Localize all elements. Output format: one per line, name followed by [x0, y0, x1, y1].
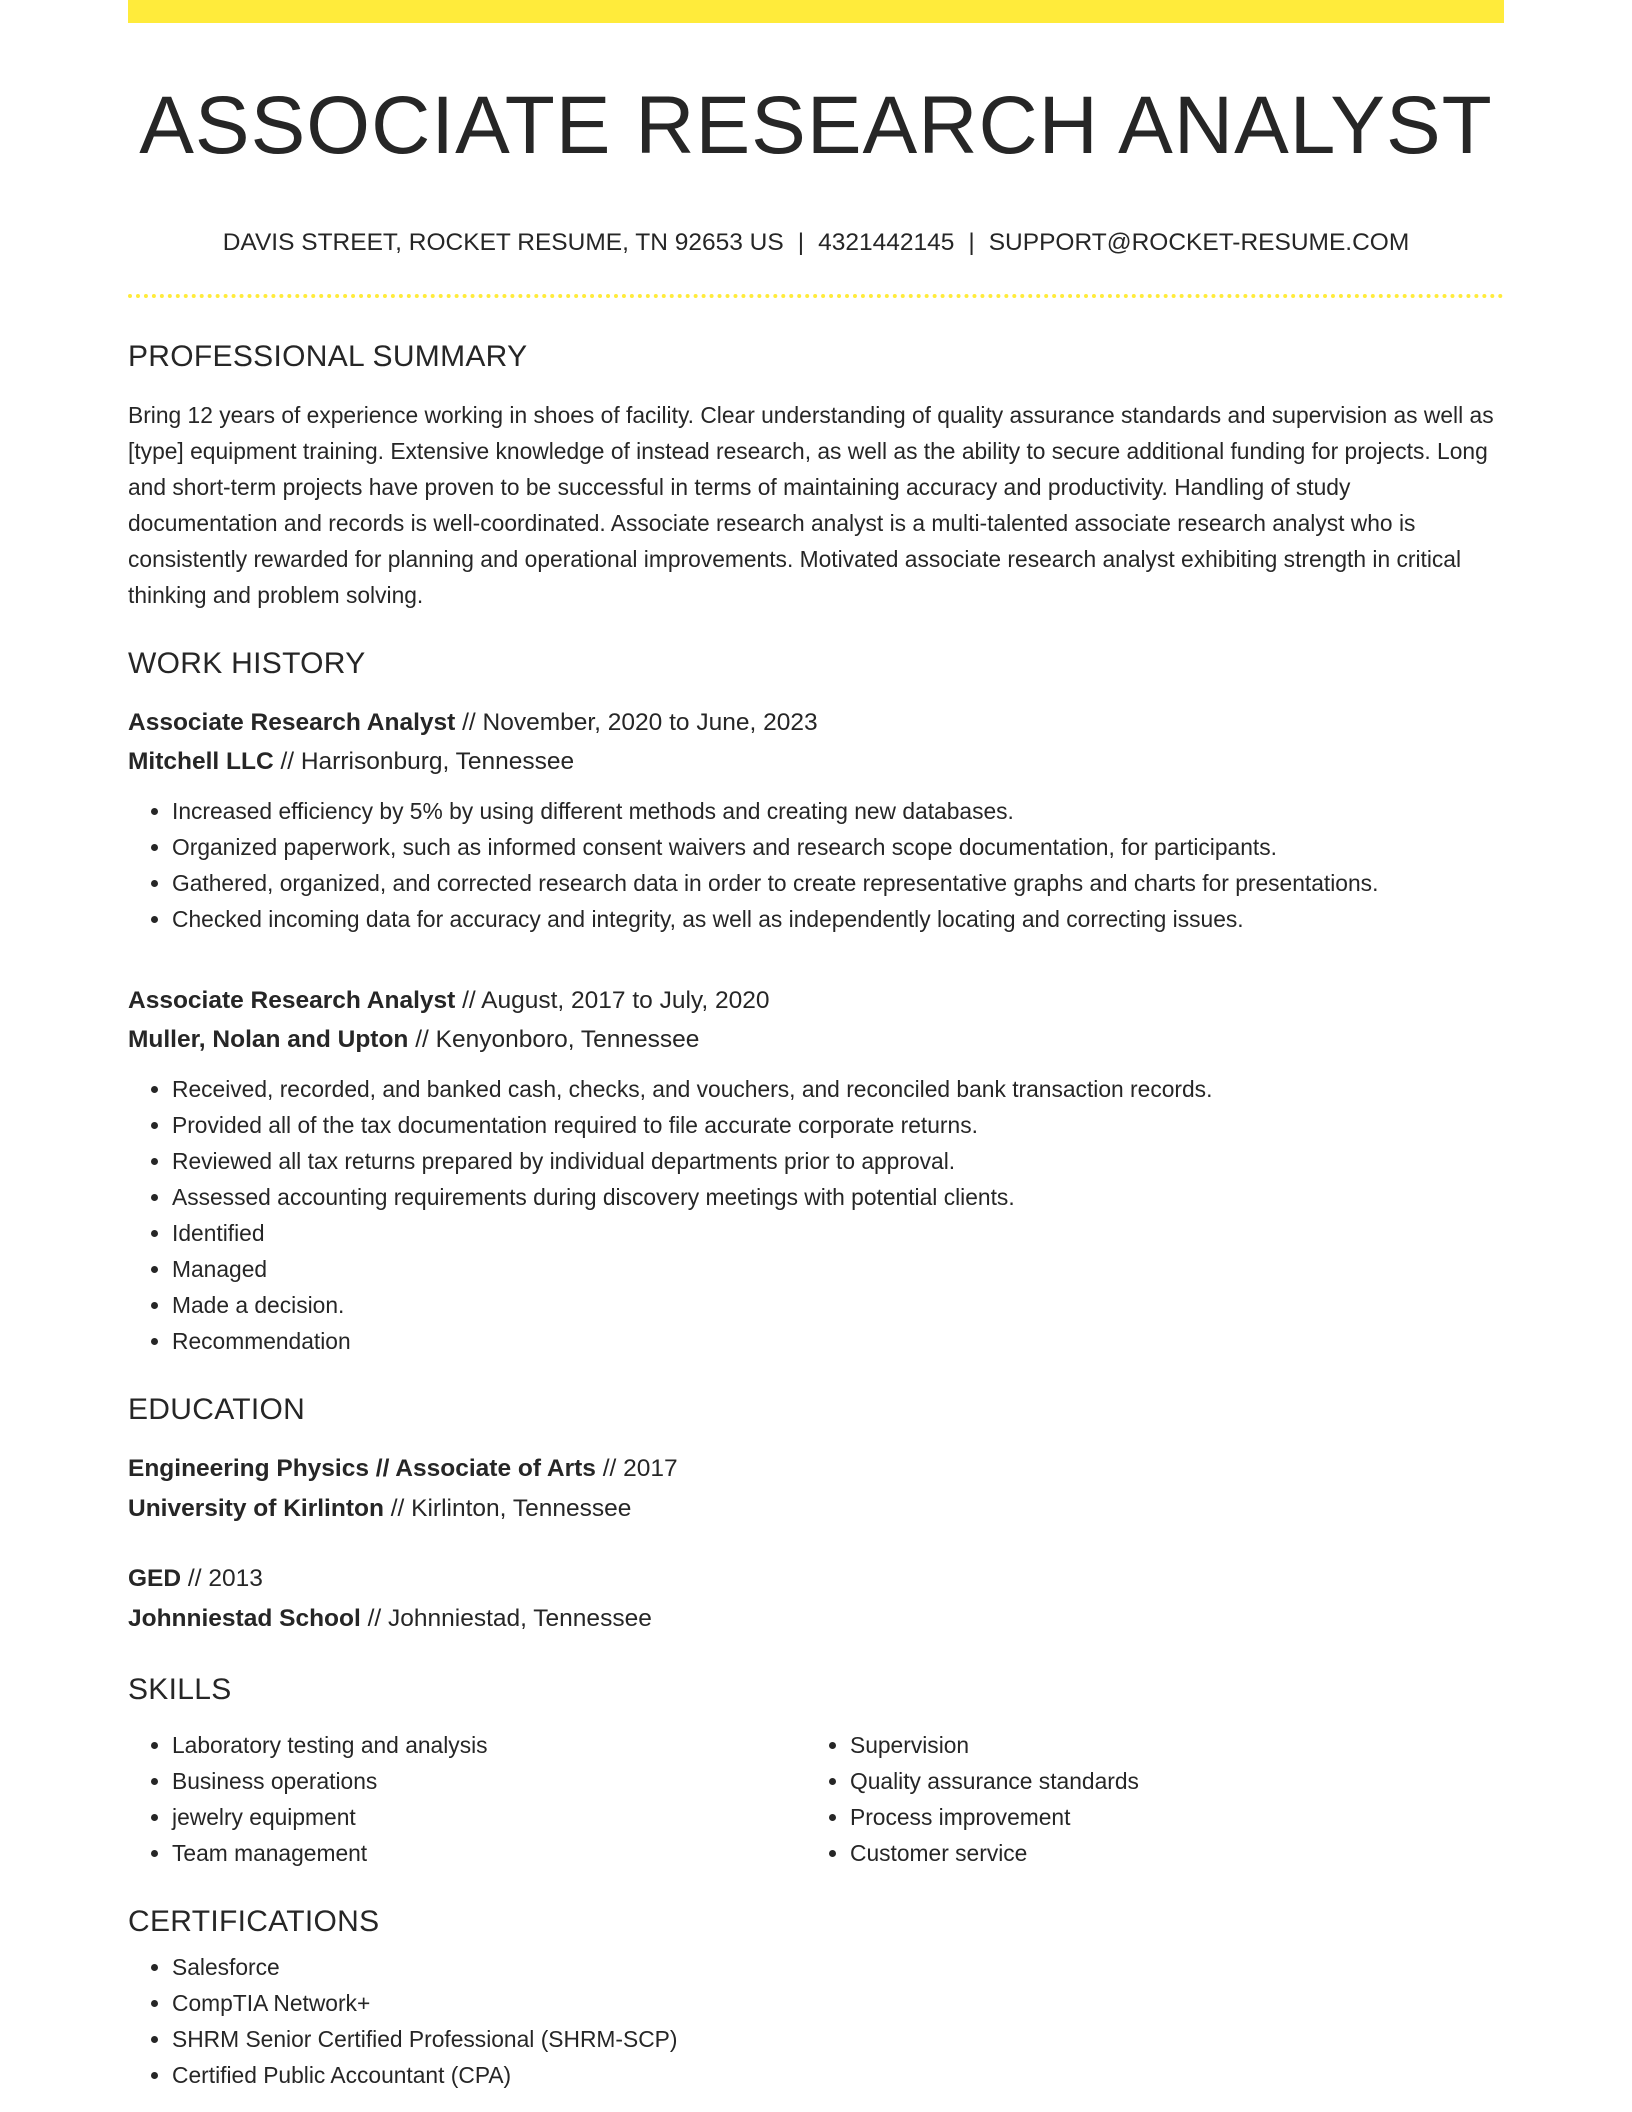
skill-item: • Business operations	[172, 1763, 806, 1799]
list-item: • Checked incoming data for accuracy and integrity, as well as independently locating and correcting issues.	[172, 901, 1504, 937]
education-school: University of Kirlinton	[128, 1494, 384, 1522]
job-role: Associate Research Analyst	[128, 986, 456, 1014]
list-item: • Provided all of the tax documentation required to file accurate corporate returns.	[172, 1107, 1504, 1143]
certification-item: • SHRM Senior Certified Professional (SHRM-SCP)	[172, 2021, 1504, 2057]
skill-item: • Customer service	[850, 1835, 1484, 1871]
education-entry	[128, 1559, 1504, 1639]
list-item: • Organized paperwork, such as informed consent waivers and research scope documentation, for participants.	[172, 829, 1504, 865]
education-school-line	[128, 1489, 1504, 1529]
education-degree: Engineering Physics // Associate of Arts	[128, 1454, 596, 1482]
education-location: // Kirlinton, Tennessee	[383, 1494, 632, 1522]
job-location: // Kenyonboro, Tennessee	[408, 1025, 700, 1053]
section-title-education: EDUCATION	[128, 1392, 306, 1426]
education-year: // 2017	[595, 1454, 678, 1482]
job-bullets	[128, 1071, 1504, 1359]
list-item: • Received, recorded, and banked cash, checks, and vouchers, and reconciled bank transaction records.	[172, 1071, 1504, 1107]
certifications-list	[128, 1949, 1504, 2093]
skill-item: • Team management	[172, 1835, 806, 1871]
section-title-work-history: WORK HISTORY	[128, 646, 366, 680]
job-dates: // November, 2020 to June, 2023	[455, 708, 818, 736]
skills-grid	[128, 1727, 1504, 1871]
job-entry	[128, 703, 1504, 937]
education-entry	[128, 1449, 1504, 1529]
skill-item: • Process improvement	[850, 1799, 1484, 1835]
certification-item: • Certified Public Accountant (CPA)	[172, 2057, 1504, 2093]
accent-top-bar	[128, 0, 1504, 23]
skill-item: • Laboratory testing and analysis	[172, 1727, 806, 1763]
section-title-summary: PROFESSIONAL SUMMARY	[128, 339, 528, 373]
job-dates: // August, 2017 to July, 2020	[455, 986, 770, 1014]
contact-separator: |	[968, 229, 975, 256]
dotted-divider	[128, 294, 1504, 298]
job-role-line	[128, 981, 1504, 1020]
job-company: Mitchell LLC	[128, 747, 274, 775]
summary-text: Bring 12 years of experience working in shoes of facility. Clear understanding of quality assurance standards and supervision as well as [type] equipment training. Extensive knowledge of instead research, as well as the ability to secure additional funding for projects. Long and short-term projects have proven to be successful in terms of maintaining accuracy and productivity. Handling of study documentation and records is well-coordinated. Associate research analyst is a multi-talented associate research analyst who is consistently rewarded for planning and operational improvements. Motivated associate research analyst exhibiting strength in critical thinking and problem solving.	[128, 401, 1494, 608]
job-role: Associate Research Analyst	[128, 708, 456, 736]
skill-item: • jewelry equipment	[172, 1799, 806, 1835]
section-title-skills: SKILLS	[128, 1672, 232, 1706]
skill-item: • Quality assurance standards	[850, 1763, 1484, 1799]
skills-column-right	[806, 1727, 1484, 1871]
education-degree-line	[128, 1559, 1504, 1599]
skills-column-left	[128, 1727, 806, 1871]
contact-address: DAVIS STREET, ROCKET RESUME, TN 92653 US	[222, 229, 784, 256]
education-school: Johnniestad School	[128, 1604, 361, 1632]
contact-separator: |	[797, 229, 805, 256]
contact-phone: 4321442145	[818, 229, 955, 256]
job-bullets	[128, 793, 1504, 937]
section-title-certifications: CERTIFICATIONS	[128, 1904, 380, 1938]
list-item: • Increased efficiency by 5% by using different methods and creating new databases.	[172, 793, 1504, 829]
job-company: Muller, Nolan and Upton	[128, 1025, 409, 1053]
resume-page	[128, 0, 1504, 2093]
list-item: • Made a decision.	[172, 1287, 1504, 1323]
education-degree-line	[128, 1449, 1504, 1489]
contact-line	[128, 231, 1504, 256]
job-location: // Harrisonburg, Tennessee	[273, 747, 575, 775]
education-degree: GED	[128, 1564, 182, 1592]
education-year: // 2013	[181, 1564, 263, 1592]
certification-item: • Salesforce	[172, 1949, 1504, 1985]
skill-item: • Supervision	[850, 1727, 1484, 1763]
education-school-line	[128, 1599, 1504, 1639]
list-item: • Reviewed all tax returns prepared by individual departments prior to approval.	[172, 1143, 1504, 1179]
list-item: • Managed	[172, 1251, 1504, 1287]
certification-item: • CompTIA Network+	[172, 1985, 1504, 2021]
list-item: • Gathered, organized, and corrected research data in order to create representative graphs and charts for presentations.	[172, 865, 1504, 901]
resume-name: ASSOCIATE RESEARCH ANALYST	[139, 80, 1493, 171]
job-role-line	[128, 703, 1504, 742]
job-company-line	[128, 742, 1504, 781]
list-item: • Recommendation	[172, 1323, 1504, 1359]
job-entry	[128, 981, 1504, 1359]
job-company-line	[128, 1020, 1504, 1059]
contact-email: SUPPORT@ROCKET-RESUME.COM	[988, 229, 1410, 256]
list-item: • Identified	[172, 1215, 1504, 1251]
education-location: // Johnniestad, Tennessee	[360, 1604, 652, 1632]
list-item: • Assessed accounting requirements during discovery meetings with potential clients.	[172, 1179, 1504, 1215]
